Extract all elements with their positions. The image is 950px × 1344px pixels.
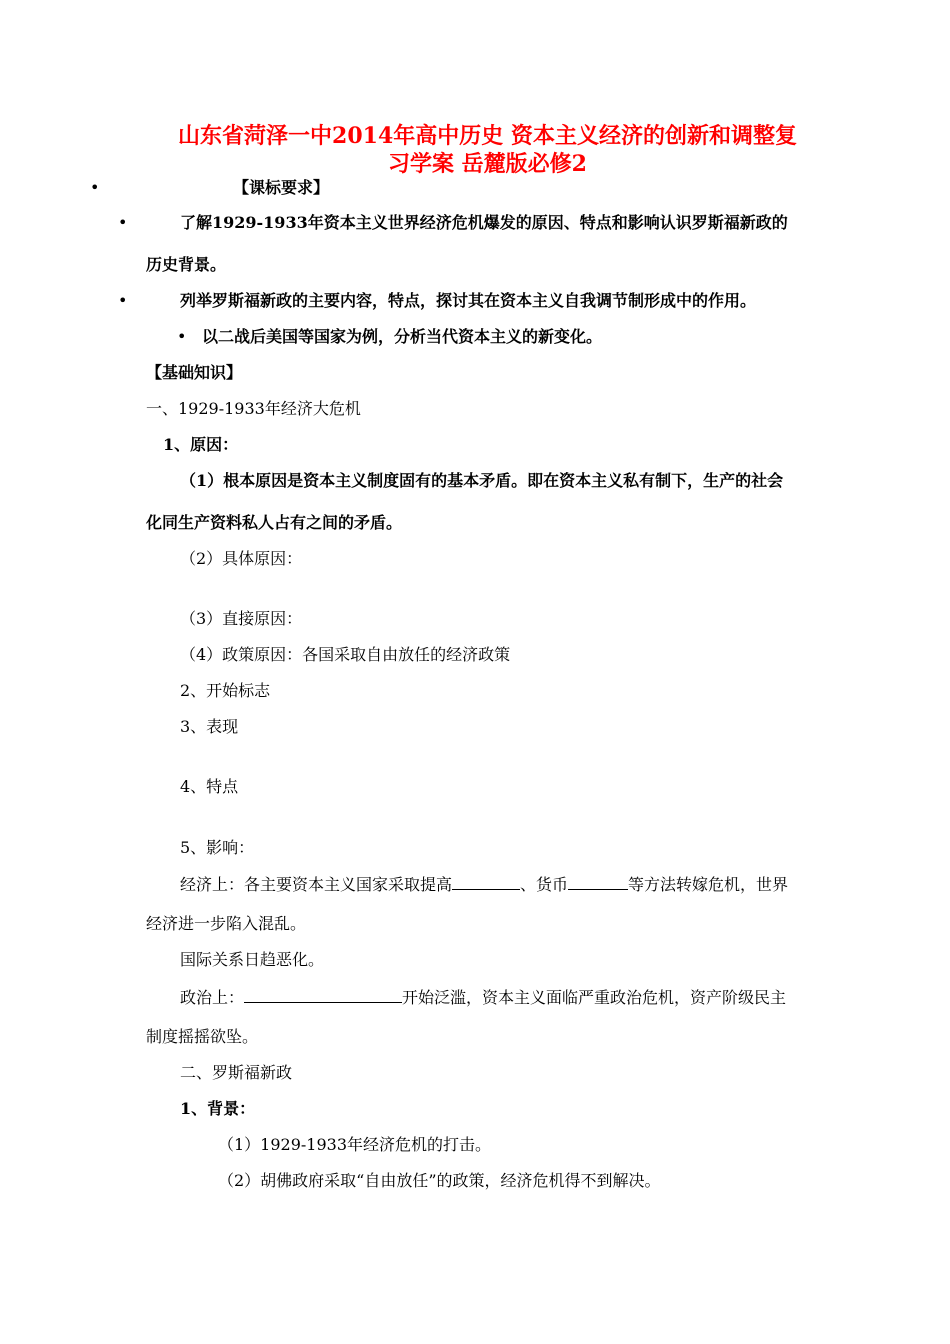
background-heading: 1、背景： — [180, 1099, 256, 1118]
background-1: （1）1929-1933年经济危机的打击。 — [218, 1135, 492, 1154]
impact-heading: 5、影响： — [180, 838, 255, 857]
cause-heading: 1、原因： — [163, 435, 239, 454]
economic-impact-text-c: 等方法转嫁危机，世界 — [628, 875, 789, 894]
political-impact-text-a: 政治上： — [180, 988, 245, 1007]
document-title-line-1: 山东省菏泽一中2014年高中历史 资本主义经济的创新和调整复 — [178, 123, 797, 149]
cause-3: （3）直接原因： — [180, 609, 303, 628]
requirement-item-1-line-1: 了解1929-1933年资本主义世界经济危机爆发的原因、特点和影响认识罗斯福新政的 — [180, 213, 788, 232]
bullet-marker: • — [118, 291, 128, 310]
economic-impact-text-a: 经济上：各主要资本主义国家采取提高 — [180, 875, 453, 894]
requirement-item-3: 以二战后美国等国家为例，分析当代资本主义的新变化。 — [202, 327, 603, 346]
cause-1-line-1: （1）根本原因是资本主义制度固有的基本矛盾。即在资本主义私有制下，生产的社会 — [180, 471, 784, 490]
manifestation-heading: 3、表现 — [180, 717, 239, 736]
fill-in-blank[interactable] — [568, 873, 628, 890]
fill-in-blank[interactable] — [452, 873, 520, 890]
section-1-heading: 一、1929-1933年经济大危机 — [146, 399, 361, 418]
political-impact-text-b: 开始泛滥，资本主义面临严重政治危机，资产阶级民主 — [402, 988, 787, 1007]
political-impact-line-2: 制度摇摇欲坠。 — [146, 1027, 259, 1046]
requirements-heading: 【课标要求】 — [233, 178, 330, 197]
economic-impact-line-1 — [180, 873, 788, 896]
section-2-heading: 二、罗斯福新政 — [180, 1063, 293, 1082]
international-impact: 国际关系日趋恶化。 — [180, 950, 325, 969]
cause-4: （4）政策原因：各国采取自由放任的经济政策 — [180, 645, 511, 664]
bullet-marker: • — [90, 178, 100, 197]
cause-2: （2）具体原因： — [180, 549, 303, 568]
bullet-marker: • — [177, 327, 187, 346]
features-heading: 4、特点 — [180, 777, 239, 796]
economic-impact-text-b: 、货币 — [520, 875, 569, 894]
document-title-line-2: 习学案 岳麓版必修2 — [388, 151, 587, 177]
bullet-marker: • — [118, 213, 128, 232]
requirement-item-2: 列举罗斯福新政的主要内容，特点，探讨其在资本主义自我调节制形成中的作用。 — [180, 291, 757, 310]
basics-heading: 【基础知识】 — [146, 363, 243, 382]
background-2: （2）胡佛政府采取“自由放任”的政策，经济危机得不到解决。 — [218, 1171, 661, 1190]
fill-in-blank[interactable] — [244, 986, 402, 1003]
requirement-item-1-line-2: 历史背景。 — [146, 255, 227, 274]
political-impact-line-1 — [180, 986, 786, 1009]
start-sign-heading: 2、开始标志 — [180, 681, 271, 700]
economic-impact-line-2: 经济进一步陷入混乱。 — [146, 914, 307, 933]
cause-1-line-2: 化同生产资料私人占有之间的矛盾。 — [146, 513, 403, 532]
